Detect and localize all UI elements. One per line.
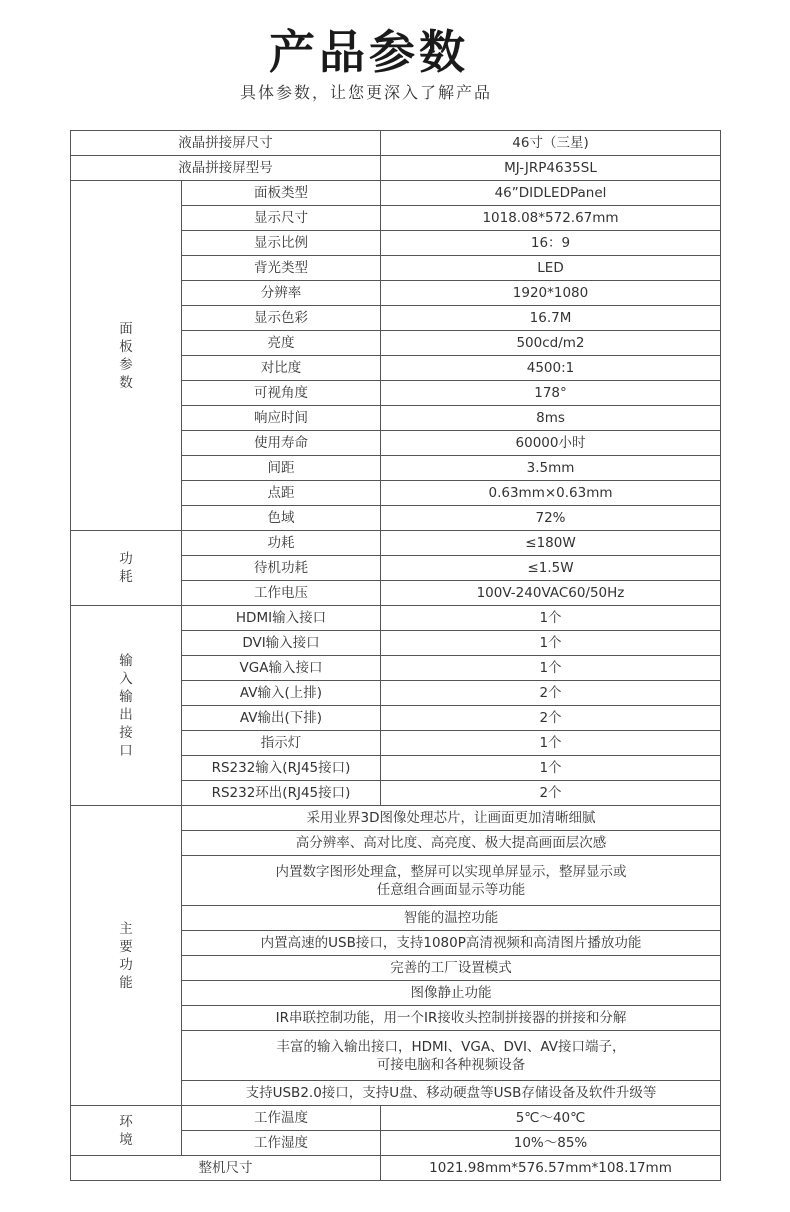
feature-item: 支持USB2.0接口，支持U盘、移动硬盘等USB存储设备及软件升级等 — [182, 1081, 721, 1106]
feature-item: 图像静止功能 — [182, 981, 721, 1006]
spec-value: ≤180W — [381, 531, 721, 556]
spec-label: 面板类型 — [182, 181, 381, 206]
spec-value: 1018.08*572.67mm — [381, 206, 721, 231]
spec-value: 1个 — [381, 656, 721, 681]
spec-label: 工作湿度 — [182, 1131, 381, 1156]
page-subtitle: 具体参数，让您更深入了解产品 — [239, 83, 492, 102]
spec-value: LED — [381, 256, 721, 281]
spec-value: 1个 — [381, 606, 721, 631]
table-row — [71, 531, 721, 556]
spec-label: HDMI输入接口 — [182, 606, 381, 631]
page-title: 产品参数 — [269, 25, 469, 79]
spec-value: 1个 — [381, 731, 721, 756]
spec-label: 点距 — [182, 481, 381, 506]
spec-value: 1个 — [381, 631, 721, 656]
section-label-environment: 环境 — [71, 1106, 182, 1156]
spec-value: 8ms — [381, 406, 721, 431]
spec-label: 亮度 — [182, 331, 381, 356]
spec-label: AV输入(上排) — [182, 681, 381, 706]
spec-label: 待机功耗 — [182, 556, 381, 581]
spec-label: 显示尺寸 — [182, 206, 381, 231]
spec-value: 4500:1 — [381, 356, 721, 381]
spec-value: 100V-240VAC60/50Hz — [381, 581, 721, 606]
spec-label: 色域 — [182, 506, 381, 531]
section-label-features: 主要功能 — [71, 806, 182, 1106]
feature-line: 丰富的输入输出接口，HDMI、VGA、DVI、AV接口端子， — [276, 1038, 626, 1055]
spec-label: RS232环出(RJ45接口) — [182, 781, 381, 806]
spec-label: 对比度 — [182, 356, 381, 381]
spec-label: 液晶拼接屏尺寸 — [71, 131, 381, 156]
feature-item: IR串联控制功能，用一个IR接收头控制拼接器的拼接和分解 — [182, 1006, 721, 1031]
feature-item: 高分辨率、高对比度、高亮度、极大提高画面层次感 — [182, 831, 721, 856]
spec-label: 功耗 — [182, 531, 381, 556]
table-row — [71, 1156, 721, 1181]
spec-label: DVI输入接口 — [182, 631, 381, 656]
feature-item: 智能的温控功能 — [182, 906, 721, 931]
spec-label: 指示灯 — [182, 731, 381, 756]
section-label-power: 功耗 — [71, 531, 182, 606]
spec-value: MJ-JRP4635SL — [381, 156, 721, 181]
section-label-panel: 面板参数 — [71, 181, 182, 531]
spec-value: 60000小时 — [381, 431, 721, 456]
spec-value: 178° — [381, 381, 721, 406]
table-row — [71, 806, 721, 831]
spec-label: 使用寿命 — [182, 431, 381, 456]
spec-value: 500cd/m2 — [381, 331, 721, 356]
spec-label: 工作温度 — [182, 1106, 381, 1131]
spec-value: 46”DIDLEDPanel — [381, 181, 721, 206]
spec-label: 工作电压 — [182, 581, 381, 606]
spec-label: 整机尺寸 — [71, 1156, 381, 1181]
table-row — [71, 131, 721, 156]
feature-item: 采用业界3D图像处理芯片，让画面更加清晰细腻 — [182, 806, 721, 831]
spec-value: 5℃～40℃ — [381, 1106, 721, 1131]
spec-value: 1个 — [381, 756, 721, 781]
spec-table — [70, 130, 721, 1181]
spec-label: VGA输入接口 — [182, 656, 381, 681]
spec-value: 16：9 — [381, 231, 721, 256]
spec-label: 显示色彩 — [182, 306, 381, 331]
spec-value: 2个 — [381, 706, 721, 731]
feature-item — [182, 856, 721, 906]
table-row — [71, 181, 721, 206]
feature-item: 完善的工厂设置模式 — [182, 956, 721, 981]
table-row — [71, 156, 721, 181]
section-label-io: 输入输出接口 — [71, 606, 182, 806]
table-row — [71, 1106, 721, 1131]
feature-item: 内置高速的USB接口，支持1080P高清视频和高清图片播放功能 — [182, 931, 721, 956]
spec-value: ≤1.5W — [381, 556, 721, 581]
spec-label: 显示比例 — [182, 231, 381, 256]
spec-label: 背光类型 — [182, 256, 381, 281]
feature-line: 任意组合画面显示等功能 — [376, 881, 526, 898]
spec-value: 46寸（三星) — [381, 131, 721, 156]
spec-value: 10%～85% — [381, 1131, 721, 1156]
spec-label: RS232输入(RJ45接口) — [182, 756, 381, 781]
spec-value: 2个 — [381, 781, 721, 806]
table-row — [71, 606, 721, 631]
spec-label: 间距 — [182, 456, 381, 481]
spec-label: AV输出(下排) — [182, 706, 381, 731]
feature-line: 可接电脑和各种视频设备 — [376, 1056, 526, 1073]
spec-label: 液晶拼接屏型号 — [71, 156, 381, 181]
spec-value: 3.5mm — [381, 456, 721, 481]
spec-label: 分辨率 — [182, 281, 381, 306]
spec-value: 2个 — [381, 681, 721, 706]
feature-line: 内置数字图形处理盒，整屏可以实现单屏显示，整屏显示或 — [275, 863, 627, 880]
spec-label: 可视角度 — [182, 381, 381, 406]
spec-label: 响应时间 — [182, 406, 381, 431]
feature-item — [182, 1031, 721, 1081]
spec-value: 0.63mm×0.63mm — [381, 481, 721, 506]
spec-value: 72% — [381, 506, 721, 531]
spec-value: 1920*1080 — [381, 281, 721, 306]
spec-value: 1021.98mm*576.57mm*108.17mm — [381, 1156, 721, 1181]
spec-value: 16.7M — [381, 306, 721, 331]
